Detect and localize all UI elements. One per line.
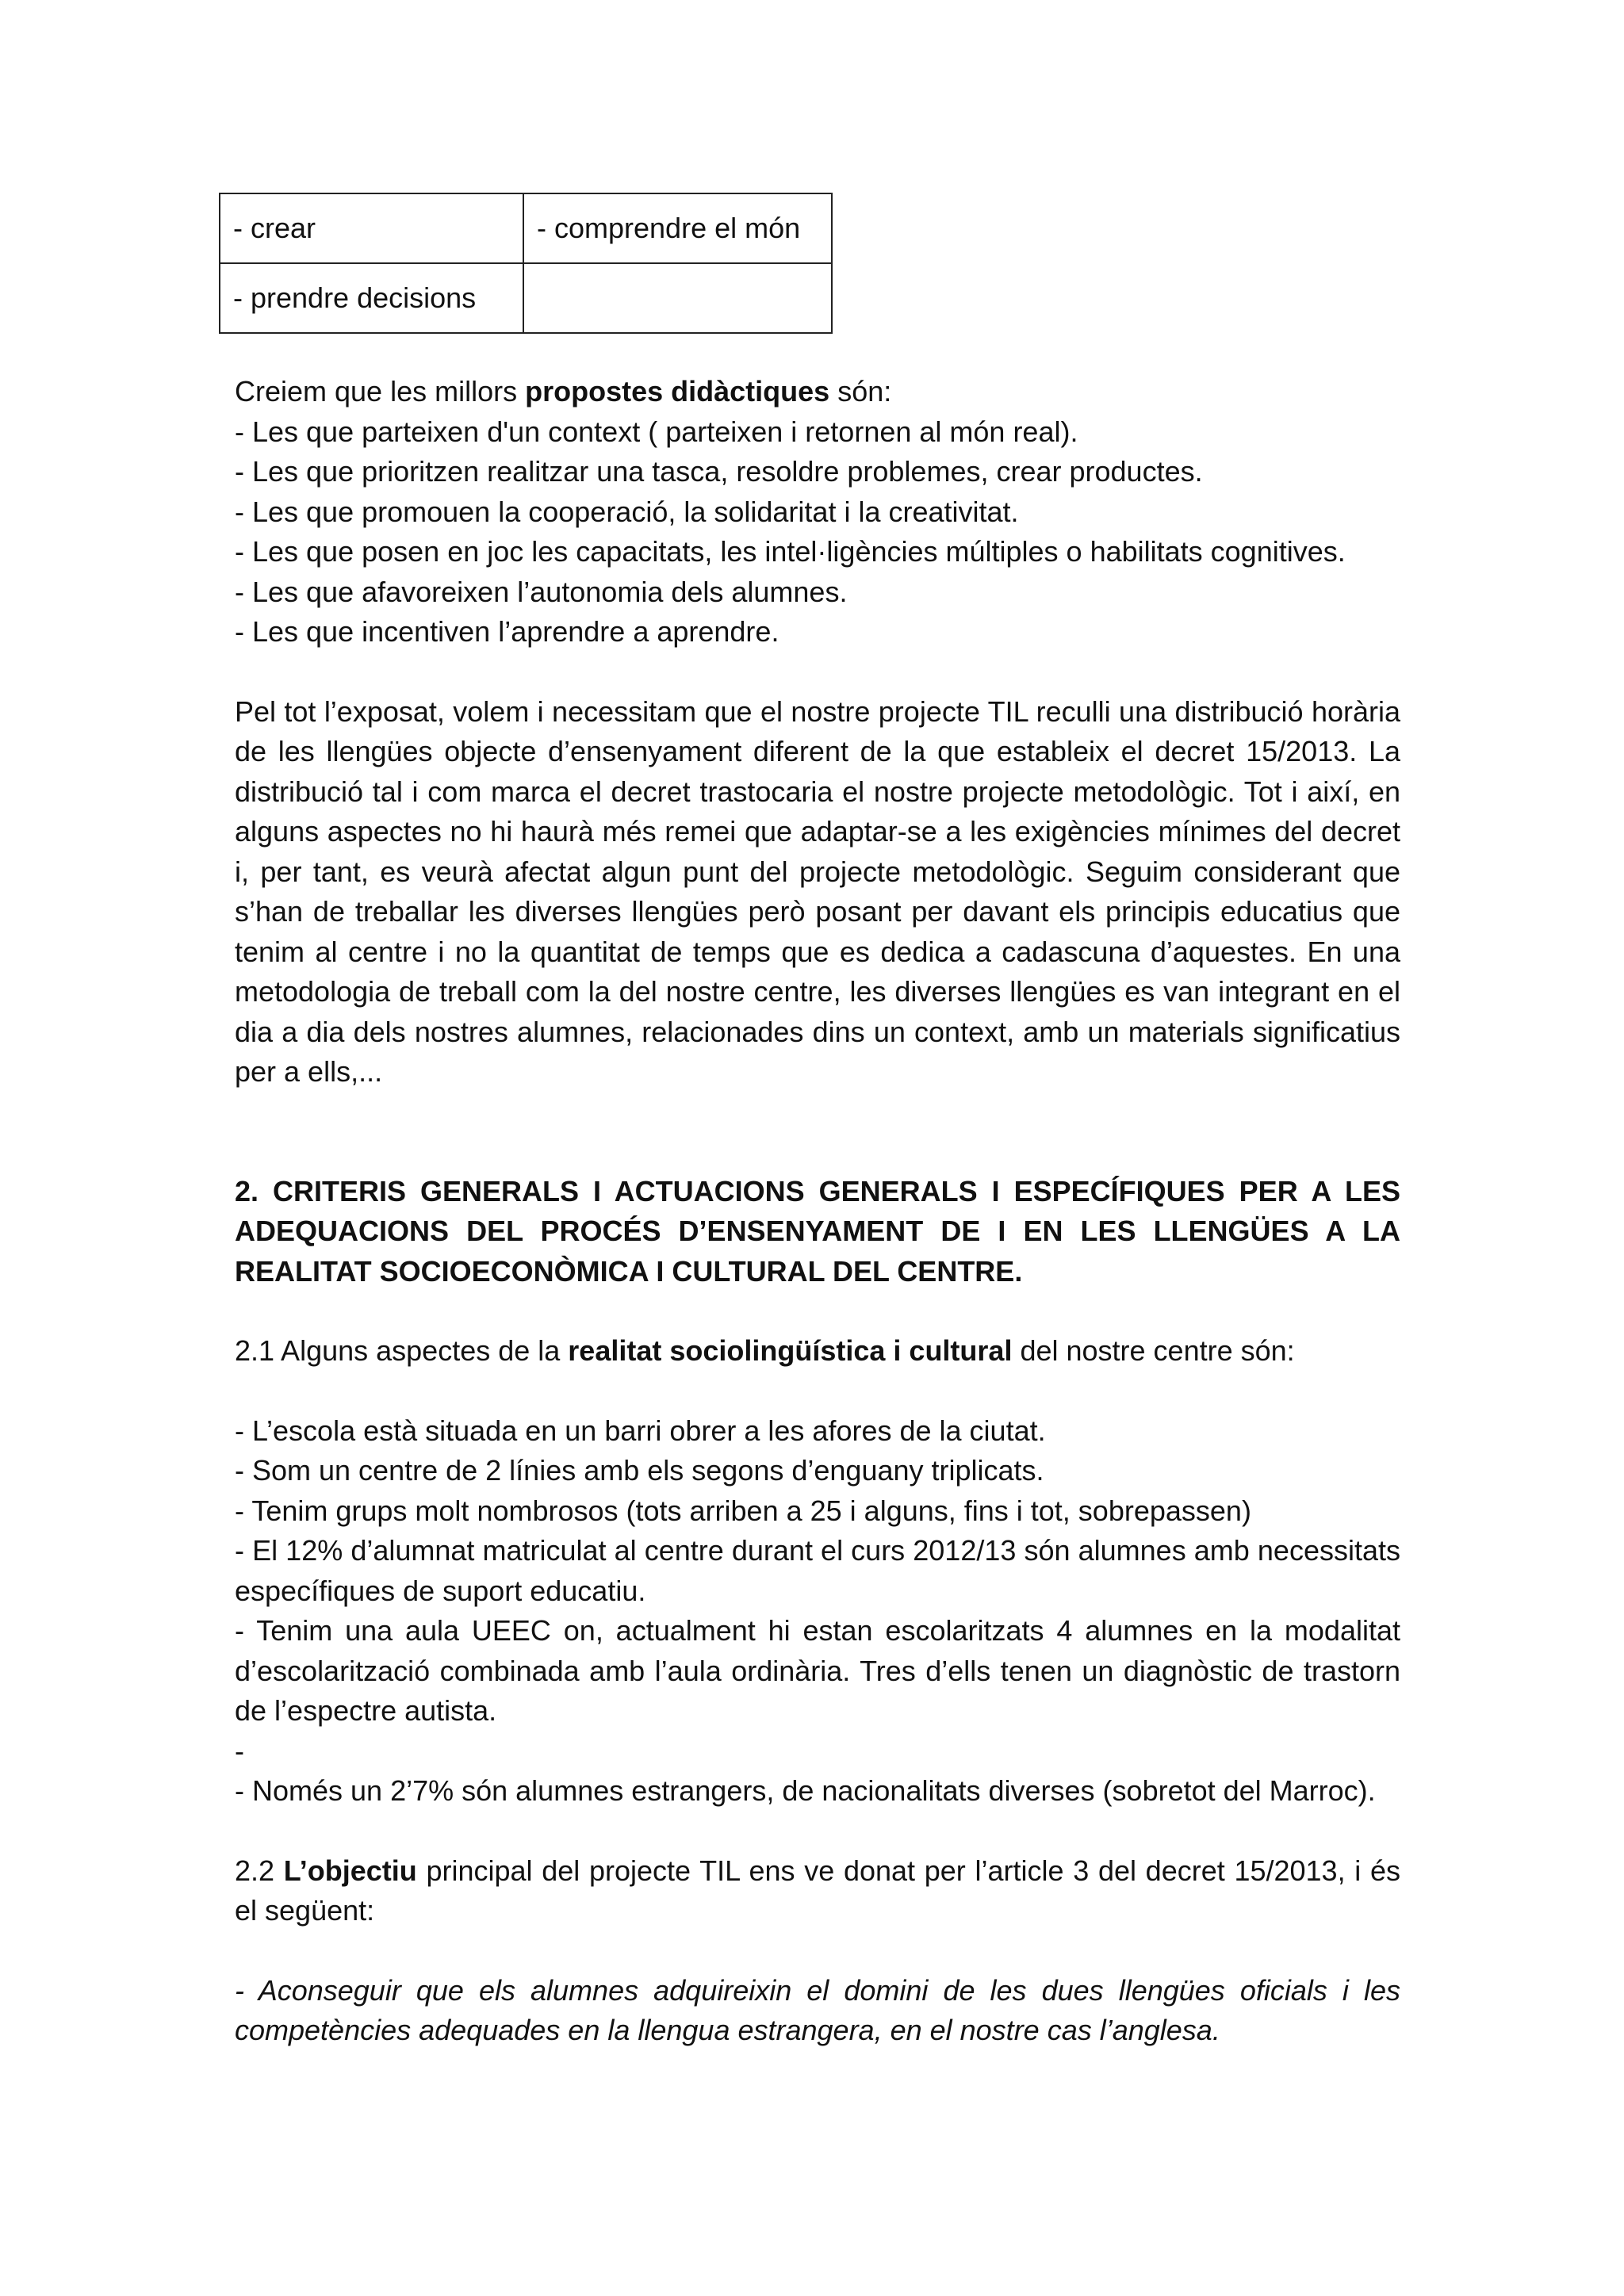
list-item: - Només un 2’7% són alumnes estrangers, de nacionalitats diverses (sobretot del Marroc). [235, 1774, 1376, 1807]
table-row [220, 193, 832, 263]
list-item: - Les que afavoreixen l’autonomia dels alumnes. [235, 575, 848, 608]
list-item: - El 12% d’alumnat matriculat al centre durant el curs 2012/13 són alumnes amb necessitats específiques de suport educatiu. [235, 1534, 1400, 1607]
list-item: - Les que parteixen d'un context ( parteixen i retornen al món real). [235, 415, 1078, 448]
s22-text-end: principal del projecte TIL ens ve donat per l’article 3 del decret 15/2013, i és el següent: [235, 1854, 1401, 1927]
objective-italic: - Aconseguir que els alumnes adquireixin el domini de les dues llengües oficials i les competències adequades en la llengua estrangera, en el nostre cas l’anglesa. [235, 1973, 1400, 2046]
list-item: - Les que promouen la cooperació, la solidaritat i la creativitat. [235, 495, 1019, 528]
abilities-table [219, 193, 833, 334]
intro-text-end: són: [829, 375, 892, 408]
list-item: - [235, 1734, 244, 1767]
proposals-intro [235, 372, 1400, 412]
table-cell [523, 263, 832, 333]
table-cell: - crear [220, 193, 523, 263]
s21-text-end: del nostre centre són: [1012, 1334, 1295, 1367]
table-cell: - prendre decisions [220, 263, 523, 333]
s22-text: 2.2 [235, 1854, 284, 1887]
objective-text [235, 1971, 1400, 2051]
table-row [220, 263, 832, 333]
intro-bold-text: propostes didàctiques [525, 375, 830, 408]
proposals-section [235, 372, 1400, 652]
list-item: - Les que incentiven l’aprendre a aprendre. [235, 615, 779, 648]
section-2-heading: 2. CRITERIS GENERALS I ACTUACIONS GENERALS I ESPECÍFIQUES PER A LES ADEQUACIONS DEL PROCÉS D’ENSENYAMENT DE I EN LES LLENGÜES A LA REALITAT SOCIOECONÒMICA I CULTURAL DEL CENTRE. [235, 1174, 1400, 1288]
aspects-list [235, 1411, 1400, 1812]
table-cell: - comprendre el món [523, 193, 832, 263]
section-2-1-intro [235, 1331, 1400, 1372]
list-item: - Tenim una aula UEEC on, actualment hi estan escolaritzats 4 alumnes en la modalitat d’escolarització combinada amb l’aula ordinària. Tres d’ells tenen un diagnòstic de trastorn de l’espectre autista. [235, 1614, 1400, 1727]
til-paragraph: Pel tot l’exposat, volem i necessitam que el nostre projecte TIL reculli una distribució horària de les llengües objecte d’ensenyament diferent de la que estableix el decret 15/2013. La distribució tal i com marca el decret trastocaria el nostre projecte metodològic. Tot i així, en alguns aspectes no hi haurà més remei que adaptar-se a les exigències mínimes del decret i, per tant, es veurà afectat algun punt del projecte metodològic. Seguim considerant que s’han de treballar les diverses llengües però posant per davant els principis educatius que tenim al centre i no la quantitat de temps que es dedica a cadascuna d’aquestes. En una metodologia de treball com la del nostre centre, les diverses llengües es van integrant en el dia a dia dels nostres alumnes, relacionades dins un context, amb un materials significatius per a ells,... [235, 695, 1400, 1088]
list-item: - Tenim grups molt nombrosos (tots arriben a 25 i alguns, fins i tot, sobrepassen) [235, 1494, 1251, 1527]
s21-bold-text: realitat sociolingüística i cultural [568, 1334, 1013, 1367]
list-item: - Les que prioritzen realitzar una tasca, resoldre problemes, crear productes. [235, 455, 1203, 488]
list-item: - Som un centre de 2 línies amb els segons d’enguany triplicats. [235, 1454, 1044, 1487]
s22-bold-text: L’objectiu [283, 1854, 417, 1887]
list-item: - L’escola està situada en un barri obrer a les afores de la ciutat. [235, 1414, 1046, 1447]
page-content [235, 193, 1400, 2051]
intro-text: Creiem que les millors [235, 375, 526, 408]
s21-text: 2.1 Alguns aspectes de la [235, 1334, 569, 1367]
section-2-2-intro [235, 1851, 1400, 1931]
list-item: - Les que posen en joc les capacitats, les intel·ligències múltiples o habilitats cognitives. [235, 535, 1346, 568]
